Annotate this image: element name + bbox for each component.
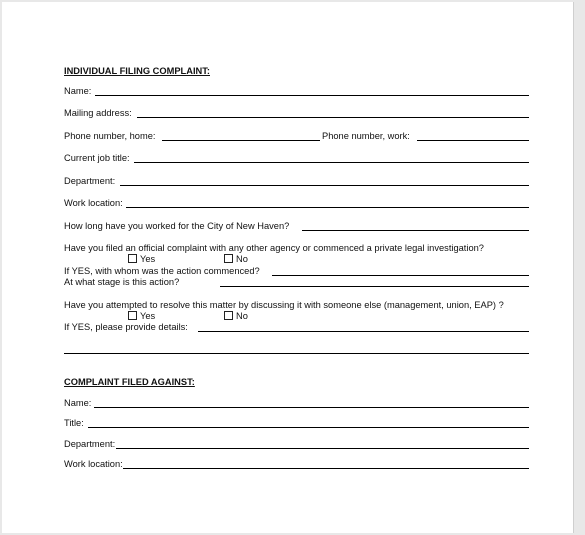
- department-label: Department:: [64, 176, 116, 186]
- checkbox-icon[interactable]: [224, 254, 233, 263]
- official-complaint-question: Have you filed an official complaint with any other agency or commenced a private legal investigation?: [64, 243, 484, 253]
- official-yes-label: Yes: [140, 254, 156, 264]
- mailing-address-label: Mailing address:: [64, 108, 132, 118]
- resolve-no-option[interactable]: [224, 311, 248, 322]
- resolve-yes-option[interactable]: [128, 311, 155, 322]
- tenure-question: How long have you worked for the City of New Haven?: [64, 221, 290, 231]
- work-location-field[interactable]: [126, 207, 529, 208]
- against-title-label: Title:: [64, 418, 84, 428]
- against-work-location-label: Work location:: [64, 459, 123, 469]
- job-title-field[interactable]: [134, 162, 529, 163]
- phone-work-label: Phone number, work:: [322, 131, 410, 141]
- official-yes-option[interactable]: [128, 254, 155, 265]
- against-heading: COMPLAINT FILED AGAINST:: [64, 377, 195, 387]
- department-field[interactable]: [120, 185, 529, 186]
- phone-home-field[interactable]: [162, 140, 320, 141]
- against-name-label: Name:: [64, 398, 92, 408]
- against-name-field[interactable]: [94, 407, 529, 408]
- details-field-continued[interactable]: [64, 353, 529, 354]
- document-page: [2, 2, 574, 533]
- with-whom-field[interactable]: [272, 275, 529, 276]
- phone-home-label: Phone number, home:: [64, 131, 156, 141]
- checkbox-icon[interactable]: [224, 311, 233, 320]
- mailing-address-field[interactable]: [137, 117, 529, 118]
- tenure-field[interactable]: [302, 230, 529, 231]
- stage-label: At what stage is this action?: [64, 277, 180, 287]
- details-field[interactable]: [198, 331, 529, 332]
- against-title-field[interactable]: [88, 427, 529, 428]
- against-department-label: Department:: [64, 439, 116, 449]
- official-no-label: No: [236, 254, 248, 264]
- job-title-label: Current job title:: [64, 153, 130, 163]
- checkbox-icon[interactable]: [128, 311, 137, 320]
- phone-work-field[interactable]: [417, 140, 529, 141]
- resolve-question: Have you attempted to resolve this matter by discussing it with someone else (management, union, EAP) ?: [64, 300, 504, 310]
- individual-heading: INDIVIDUAL FILING COMPLAINT:: [64, 66, 210, 76]
- against-work-location-field[interactable]: [123, 468, 529, 469]
- checkbox-icon[interactable]: [128, 254, 137, 263]
- against-department-field[interactable]: [116, 448, 529, 449]
- stage-field[interactable]: [220, 286, 529, 287]
- name-field[interactable]: [95, 95, 529, 96]
- official-no-option[interactable]: [224, 254, 248, 265]
- details-label: If YES, please provide details:: [64, 322, 188, 332]
- work-location-label: Work location:: [64, 198, 123, 208]
- name-label: Name:: [64, 86, 92, 96]
- resolve-yes-label: Yes: [140, 311, 156, 321]
- resolve-no-label: No: [236, 311, 248, 321]
- with-whom-label: If YES, with whom was the action commenced?: [64, 266, 260, 276]
